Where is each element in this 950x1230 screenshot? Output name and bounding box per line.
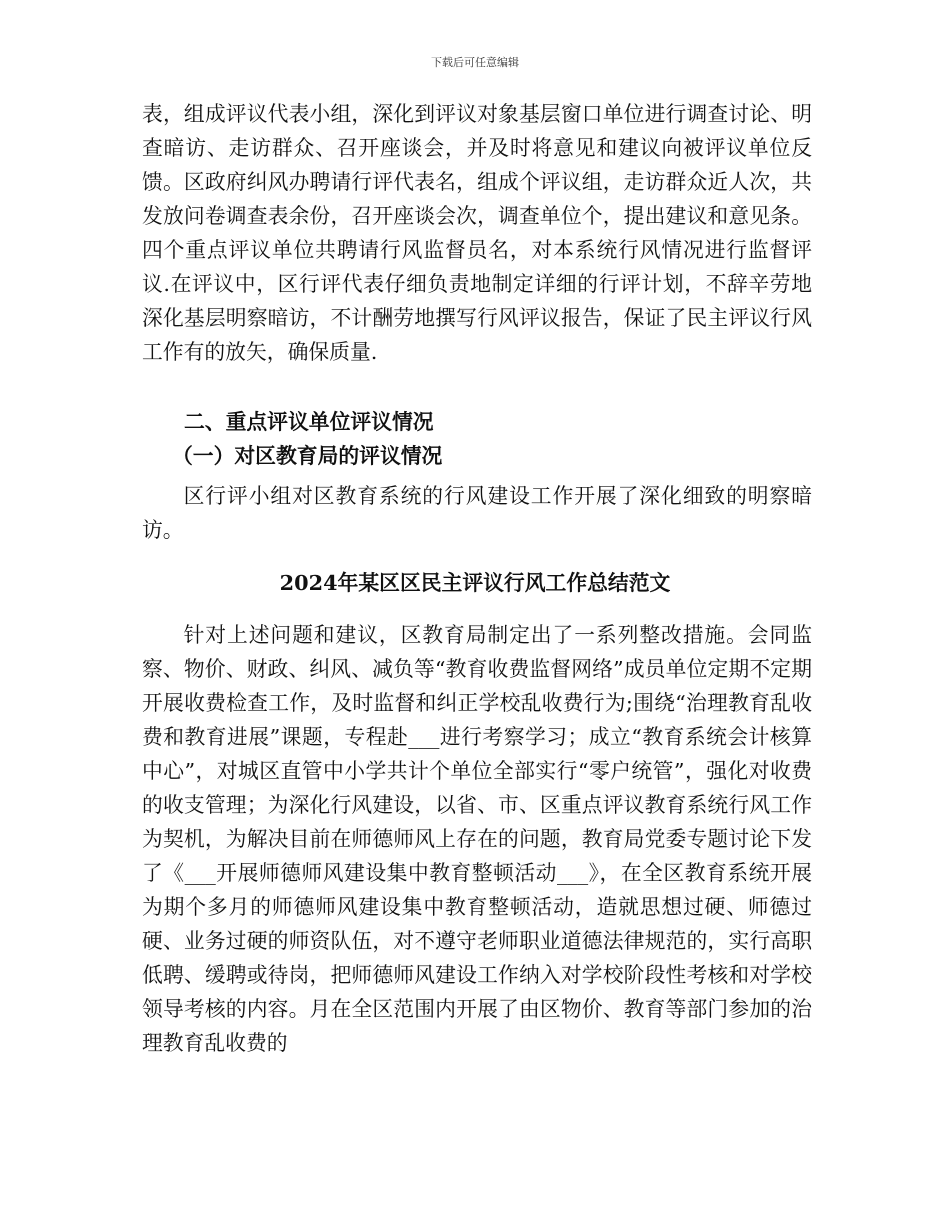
section-two-headings xyxy=(142,405,812,473)
document-title: 2024年某区区民主评议行风工作总结范文 xyxy=(279,570,671,595)
subsection-heading: （一）对区教育局的评议情况 xyxy=(172,443,443,468)
section-two-body xyxy=(142,479,812,547)
paragraph-education-review: 区行评小组对区教育系统的行风建设工作开展了深化细致的明察暗访。 xyxy=(142,484,812,542)
section-top xyxy=(142,97,812,369)
section-heading: 二、重点评议单位评议情况 xyxy=(184,409,434,434)
paragraph-evaluation-process: 表，组成评议代表小组，深化到评议对象基层窗口单位进行调查讨论、明查暗访、走访群众、召开座谈会，并及时将意见和建议向被评议单位反馈。区政府纠风办聘请行评代表名，组成个评议组，走访群众近人次，共发放问卷调查表余份，召开座谈会次，调查单位个，提出建议和意见条。四个重点评议单位共聘请行风监督员名，对本系统行风情况进行监督评议.在评议中，区行评代表仔细负责地制定详细的行评计划，不辞辛劳地深化基层明察暗访，不计酬劳地撰写行风评议报告，保证了民主评议行风工作有的放矢，确保质量. xyxy=(142,102,812,364)
paragraph-rectification-measures: 针对上述问题和建议，区教育局制定出了一系列整改措施。会同监察、物价、财政、纠风、减负等“教育收费监督网络”成员单位定期不定期开展收费检查工作，及时监督和纠正学校乱收费行为;围绕“治理教育乱收费和教育进展”课题，专程赴___进行考察学习；成立“教育系统会计核算中心”，对城区直管中小学共计个单位全部实行“零户统管”，强化对收费的收支管理；为深化行风建设，以省、市、区重点评议教育系统行风工作为契机，为解决目前在师德师风上存在的问题，教育局党委专题讨论下发了《___开展师德师风建设集中教育整顿活动___》，在全区教育系统开展为期个多月的师德师风建设集中教育整顿活动，造就思想过硬、师德过硬、业务过硬的师资队伍，对不遵守老师职业道德法律规范的，实行高职低聘、缓聘或待岗，把师德师风建设工作纳入对学校阶段性考核和对学校领导考核的内容。月在全区范围内开展了由区物价、教育等部门参加的治理教育乱收费的 xyxy=(142,623,812,1055)
section-main xyxy=(142,618,812,1060)
page-header-note: 下载后可任意编辑 xyxy=(431,56,519,69)
